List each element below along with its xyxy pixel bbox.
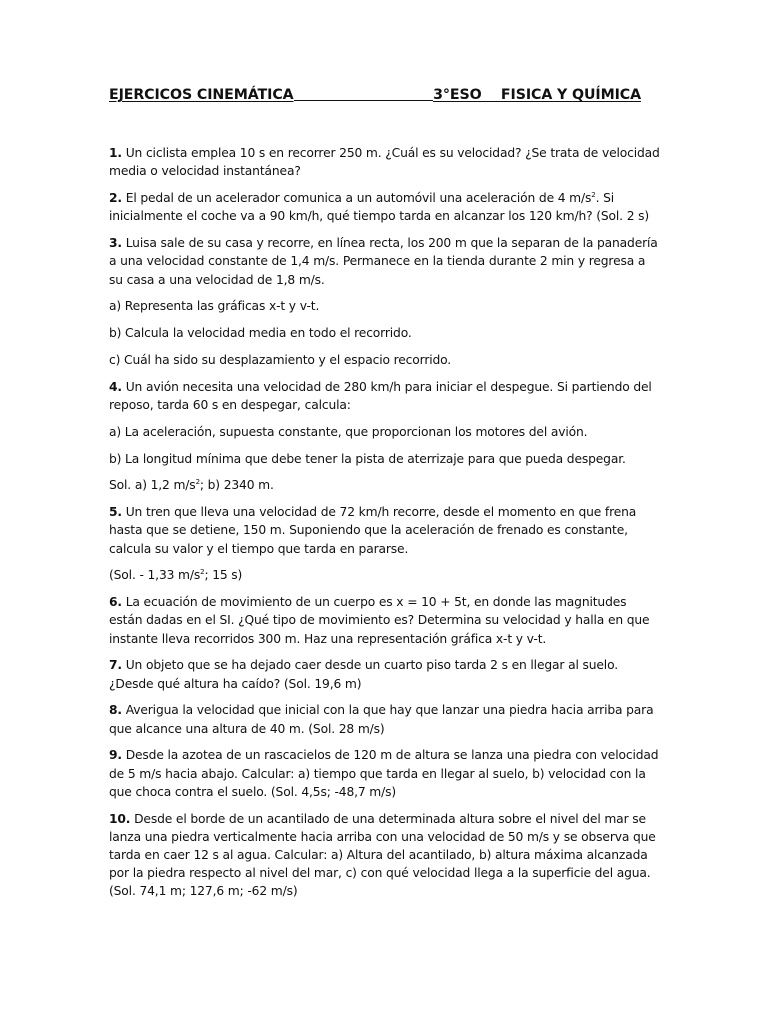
exercise-text-continued: ; b) 2340 m. bbox=[199, 478, 274, 493]
exercise-text: Desde el borde de un acantilado de una determinada altura sobre el nivel del mar se lanza una piedra verticalmente hacia arriba con una velocidad de 50 m/s y se observa que tarda en caer 12 s al agua. Calcular: a) Altura del acantilado, b) altura máxima alcanzada por la piedra respecto al nivel del mar, c) con qué velocidad llega a la superficie del agua. (Sol. 74,1 m; 127,6 m; -62 m/s) bbox=[109, 811, 656, 899]
exercise-subitem bbox=[109, 351, 661, 369]
exercise-subitem bbox=[109, 297, 661, 315]
exercise-text: a) Representa las gráficas x-t y v-t. bbox=[109, 299, 320, 314]
superscript: 2 bbox=[195, 478, 200, 487]
exercise-number: 6. bbox=[109, 595, 122, 610]
header-underline-gap bbox=[294, 100, 434, 101]
exercise-subitem bbox=[109, 476, 661, 494]
exercise-subitem bbox=[109, 324, 661, 342]
exercise-list bbox=[109, 144, 661, 900]
exercise-text: Averigua la velocidad que inicial con la que hay que lanzar una piedra hacia arriba para que alcance una altura de 40 m. (Sol. 28 m/s) bbox=[109, 703, 654, 736]
exercise-paragraph bbox=[109, 593, 661, 648]
exercise-number: 9. bbox=[109, 748, 122, 763]
exercise-paragraph bbox=[109, 810, 661, 901]
superscript: 2 bbox=[591, 191, 596, 200]
exercise-text-continued: ; 15 s) bbox=[204, 568, 243, 583]
exercise-number: 3. bbox=[109, 236, 122, 251]
exercise-paragraph bbox=[109, 378, 661, 414]
exercise-text: Un ciclista emplea 10 s en recorrer 250 m. ¿Cuál es su velocidad? ¿Se trata de velocidad media o velocidad instantánea? bbox=[109, 146, 660, 179]
exercise-text: La ecuación de movimiento de un cuerpo es x = 10 + 5t, en donde las magnitudes están dadas en el SI. ¿Qué tipo de movimiento es? Determina su velocidad y halla en que instante lleva recorridos 300 m. Haz una representación gráfica x-t y v-t. bbox=[109, 595, 650, 646]
exercise-text-continued: . Si inicialmente el coche va a 90 km/h, qué tiempo tarda en alcanzar los 120 km/h? (Sol. 2 s) bbox=[109, 191, 650, 224]
exercise-number: 7. bbox=[109, 658, 122, 673]
exercise-subitem bbox=[109, 450, 661, 468]
course-subject: 3°ESO FISICA Y QUÍMICA bbox=[433, 87, 641, 103]
document-title: EJERCICOS CINEMÁTICA bbox=[109, 87, 294, 103]
exercise-number: 4. bbox=[109, 379, 122, 394]
exercise-paragraph bbox=[109, 701, 661, 737]
exercise-paragraph bbox=[109, 144, 661, 180]
exercise-number: 8. bbox=[109, 703, 122, 718]
exercise-text: Un tren que lleva una velocidad de 72 km/h recorre, desde el momento en que frena hasta que se detiene, 150 m. Suponiendo que la aceleración de frenado es constante, calcula su valor y el tiempo que tarda en pararse. bbox=[109, 505, 637, 556]
exercise-paragraph bbox=[109, 503, 661, 558]
exercise-text: c) Cuál ha sido su desplazamiento y el espacio recorrido. bbox=[109, 353, 452, 367]
exercise-subitem bbox=[109, 423, 661, 441]
exercise-text: b) La longitud mínima que debe tener la pista de aterrizaje para que pueda despegar. bbox=[109, 451, 626, 466]
exercise-number: 10. bbox=[109, 811, 131, 826]
superscript: 2 bbox=[200, 568, 205, 577]
exercise-paragraph bbox=[109, 746, 661, 801]
exercise-text: (Sol. - 1,33 m/s bbox=[109, 568, 201, 583]
document-page bbox=[109, 86, 661, 909]
exercise-text: Desde la azotea de un rascacielos de 120 m de altura se lanza una piedra con velocidad de 5 m/s hacia abajo. Calcular: a) tiempo que tarda en llegar al suelo, b) velocidad con la que choca contra el suelo. (Sol. 4,5s; -48,7 m/s) bbox=[109, 748, 659, 799]
exercise-subitem bbox=[109, 566, 661, 584]
exercise-paragraph bbox=[109, 189, 661, 225]
exercise-text: Luisa sale de su casa y recorre, en línea recta, los 200 m que la separan de la panadería a una velocidad constante de 1,4 m/s. Permanece en la tienda durante 2 min y regresa a su casa a una velocidad de 1,8 m/s. bbox=[109, 236, 658, 287]
exercise-paragraph bbox=[109, 234, 661, 289]
exercise-text: Sol. a) 1,2 m/s bbox=[109, 478, 196, 493]
exercise-number: 1. bbox=[109, 146, 122, 161]
exercise-text: a) La aceleración, supuesta constante, que proporcionan los motores del avión. bbox=[109, 424, 588, 439]
exercise-number: 5. bbox=[109, 505, 122, 520]
exercise-number: 2. bbox=[109, 191, 122, 206]
exercise-text: b) Calcula la velocidad media en todo el recorrido. bbox=[109, 326, 412, 341]
exercise-paragraph bbox=[109, 656, 661, 692]
exercise-text: Un avión necesita una velocidad de 280 km/h para iniciar el despegue. Si partiendo del reposo, tarda 60 s en despegar, calcula: bbox=[109, 379, 652, 412]
exercise-text: Un objeto que se ha dejado caer desde un cuarto piso tarda 2 s en llegar al suelo. ¿Desde qué altura ha caído? (Sol. 19,6 m) bbox=[109, 658, 618, 691]
exercise-text: El pedal de un acelerador comunica a un automóvil una aceleración de 4 m/s bbox=[121, 191, 592, 206]
document-header bbox=[109, 86, 641, 104]
